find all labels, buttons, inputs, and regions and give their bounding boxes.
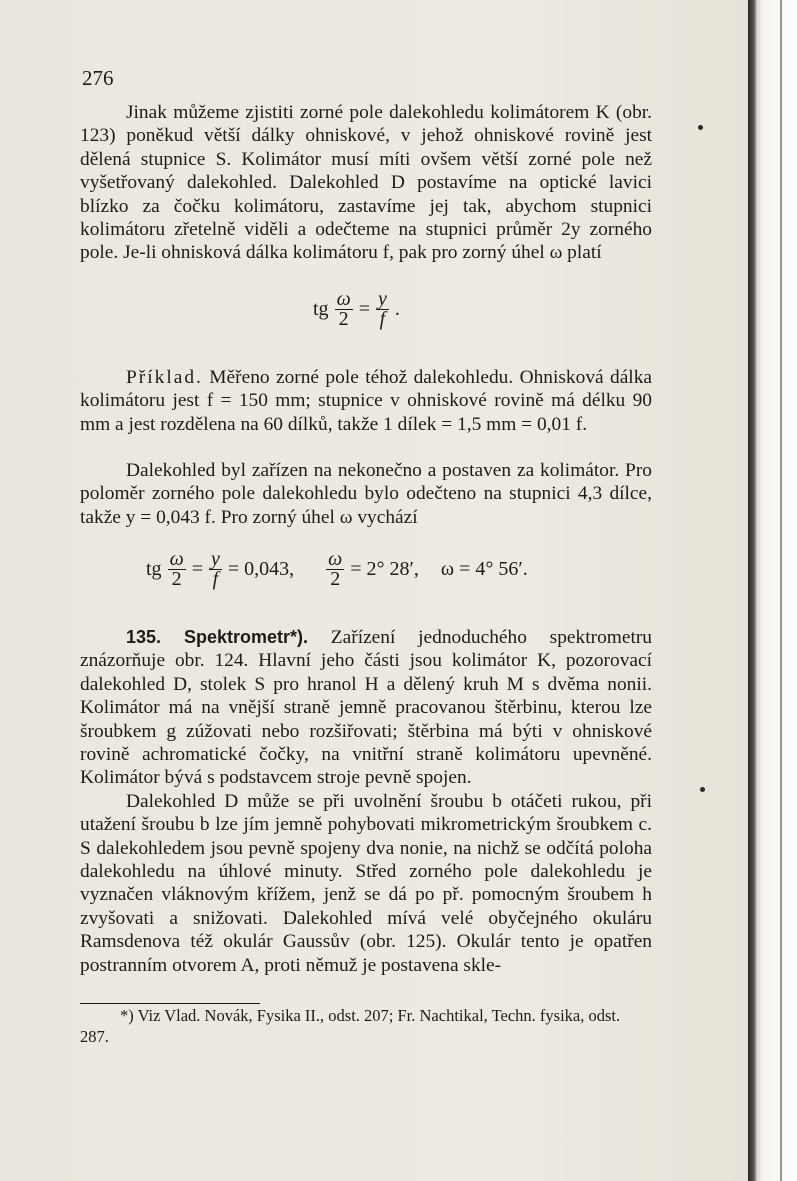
ink-speck bbox=[700, 787, 705, 792]
formula-full-angle: ω = 4° 56′. bbox=[440, 558, 528, 580]
paragraph-example bbox=[80, 366, 652, 436]
formula-half-angle: = 2° 28′, bbox=[350, 558, 419, 580]
paragraph-result bbox=[80, 459, 652, 529]
page-number: 276 bbox=[82, 66, 114, 90]
section-paragraph-1: Zařízení jednoduchého spektrometru znázorňuje obr. 124. Hlavní jeho části jsou kolimátor K, pozorovací dalekohled D, stolek S pro hranol H a dělený kruh M s dvěma nonii. Kolimátor má na vnější straně jemně pracovanou štěrbinu, kterou lze šroubkem g zúžovati nebo rozšiřovati; štěrbina má býti v ohniskové rovině achromatické čočky, na vnitřní straně kolimátoru upevněné. Kolimátor bývá s podstavcem stroje pevně spojen. bbox=[80, 627, 652, 789]
binding-line bbox=[780, 0, 782, 1181]
footnote-rule bbox=[80, 1003, 260, 1004]
footnote bbox=[80, 1005, 652, 1047]
section-heading: 135. Spektrometr*). bbox=[126, 627, 308, 647]
fraction-omega-2: $\frac{\omega}{2}$ bbox=[336, 288, 351, 330]
footnote-text: *) Viz Vlad. Novák, Fysika II., odst. 207; Fr. Nachtikal, Techn. fysika, odst. 287. bbox=[80, 1006, 621, 1046]
paragraph-text: Dalekohled byl zařízen na nekonečno a postaven za kolimátor. Pro poloměr zorného pole dalekohledu bylo odečteno na stupnici 4,3 dílce, takže y = 0,043 f. Pro zorný úhel ω vychází bbox=[80, 460, 652, 528]
section-paragraph-2: Dalekohled D může se při uvolnění šroubu b otáčeti rukou, při utažení šroubu b lze jím jemně pohybovati mikrometrickým šroubkem c. S dalekohledem jsou pevně spojeny dva nonie, na nichž se odčítá poloha dalekohledu na úhlové minuty. Střed zorného pole dalekohledu je vyznačen vláknovým křížem, jenž se dá po př. pomocným šroubem h zvyšovati a snižovati. Dalekohled mívá velé obyčejného okuláru Ramsdenova též okulár Gaussův (obr. 125). Okulár tento je opatřen postranním otvorem A, proti němuž je postavena skle- bbox=[80, 790, 652, 976]
ink-speck bbox=[698, 125, 703, 130]
paragraph-text: Jinak můžeme zjistiti zorné pole dalekohledu kolimátorem K (obr. 123) poněkud větší dálky ohniskové, v jehož ohniskové rovině jest dělená stupnice S. Kolimátor musí míti ovšem větší zorné pole než vyšetřovaný dalekohled. Dalekohled D postavíme na optické lavici blízko za čočku kolimátoru, zastavíme jej tak, abychom stupnici kolimátoru zřetelně viděli a odečteme na stupnici průměr 2y zorného pole. Je-li ohnisková dálka kolimátoru f, pak pro zorný úhel ω platí bbox=[80, 102, 652, 264]
formula-tg: tg bbox=[313, 298, 329, 320]
page-gutter-edge bbox=[748, 0, 797, 1181]
section-spectrometer bbox=[80, 626, 652, 977]
fraction-y-f: $\frac{y}{f}$ bbox=[377, 288, 387, 330]
formula-tangent: tg $\frac{\omega}{2}$ = $\frac{y}{f}$ . bbox=[313, 288, 400, 330]
formula-computation: tg $\frac{\omega}{2}$ = $\frac{y}{f}$ = 0,043, $\frac{\omega}{2}$ = 2° 28′, ω = 4° 56′. bbox=[146, 548, 528, 590]
example-label: Příklad. bbox=[126, 367, 203, 388]
formula-value-043: = 0,043, bbox=[227, 558, 295, 580]
example-text: Měřeno zorné pole téhož dalekohledu. Ohnisková dálka kolimátoru jest f = 150 mm; stupnice v ohniskové rovině má délku 90 mm a jest rozdělena na 60 dílků, takže 1 dílek = 1,5 mm = 0,01 f. bbox=[80, 367, 652, 435]
paragraph-collimator-method bbox=[80, 101, 652, 265]
